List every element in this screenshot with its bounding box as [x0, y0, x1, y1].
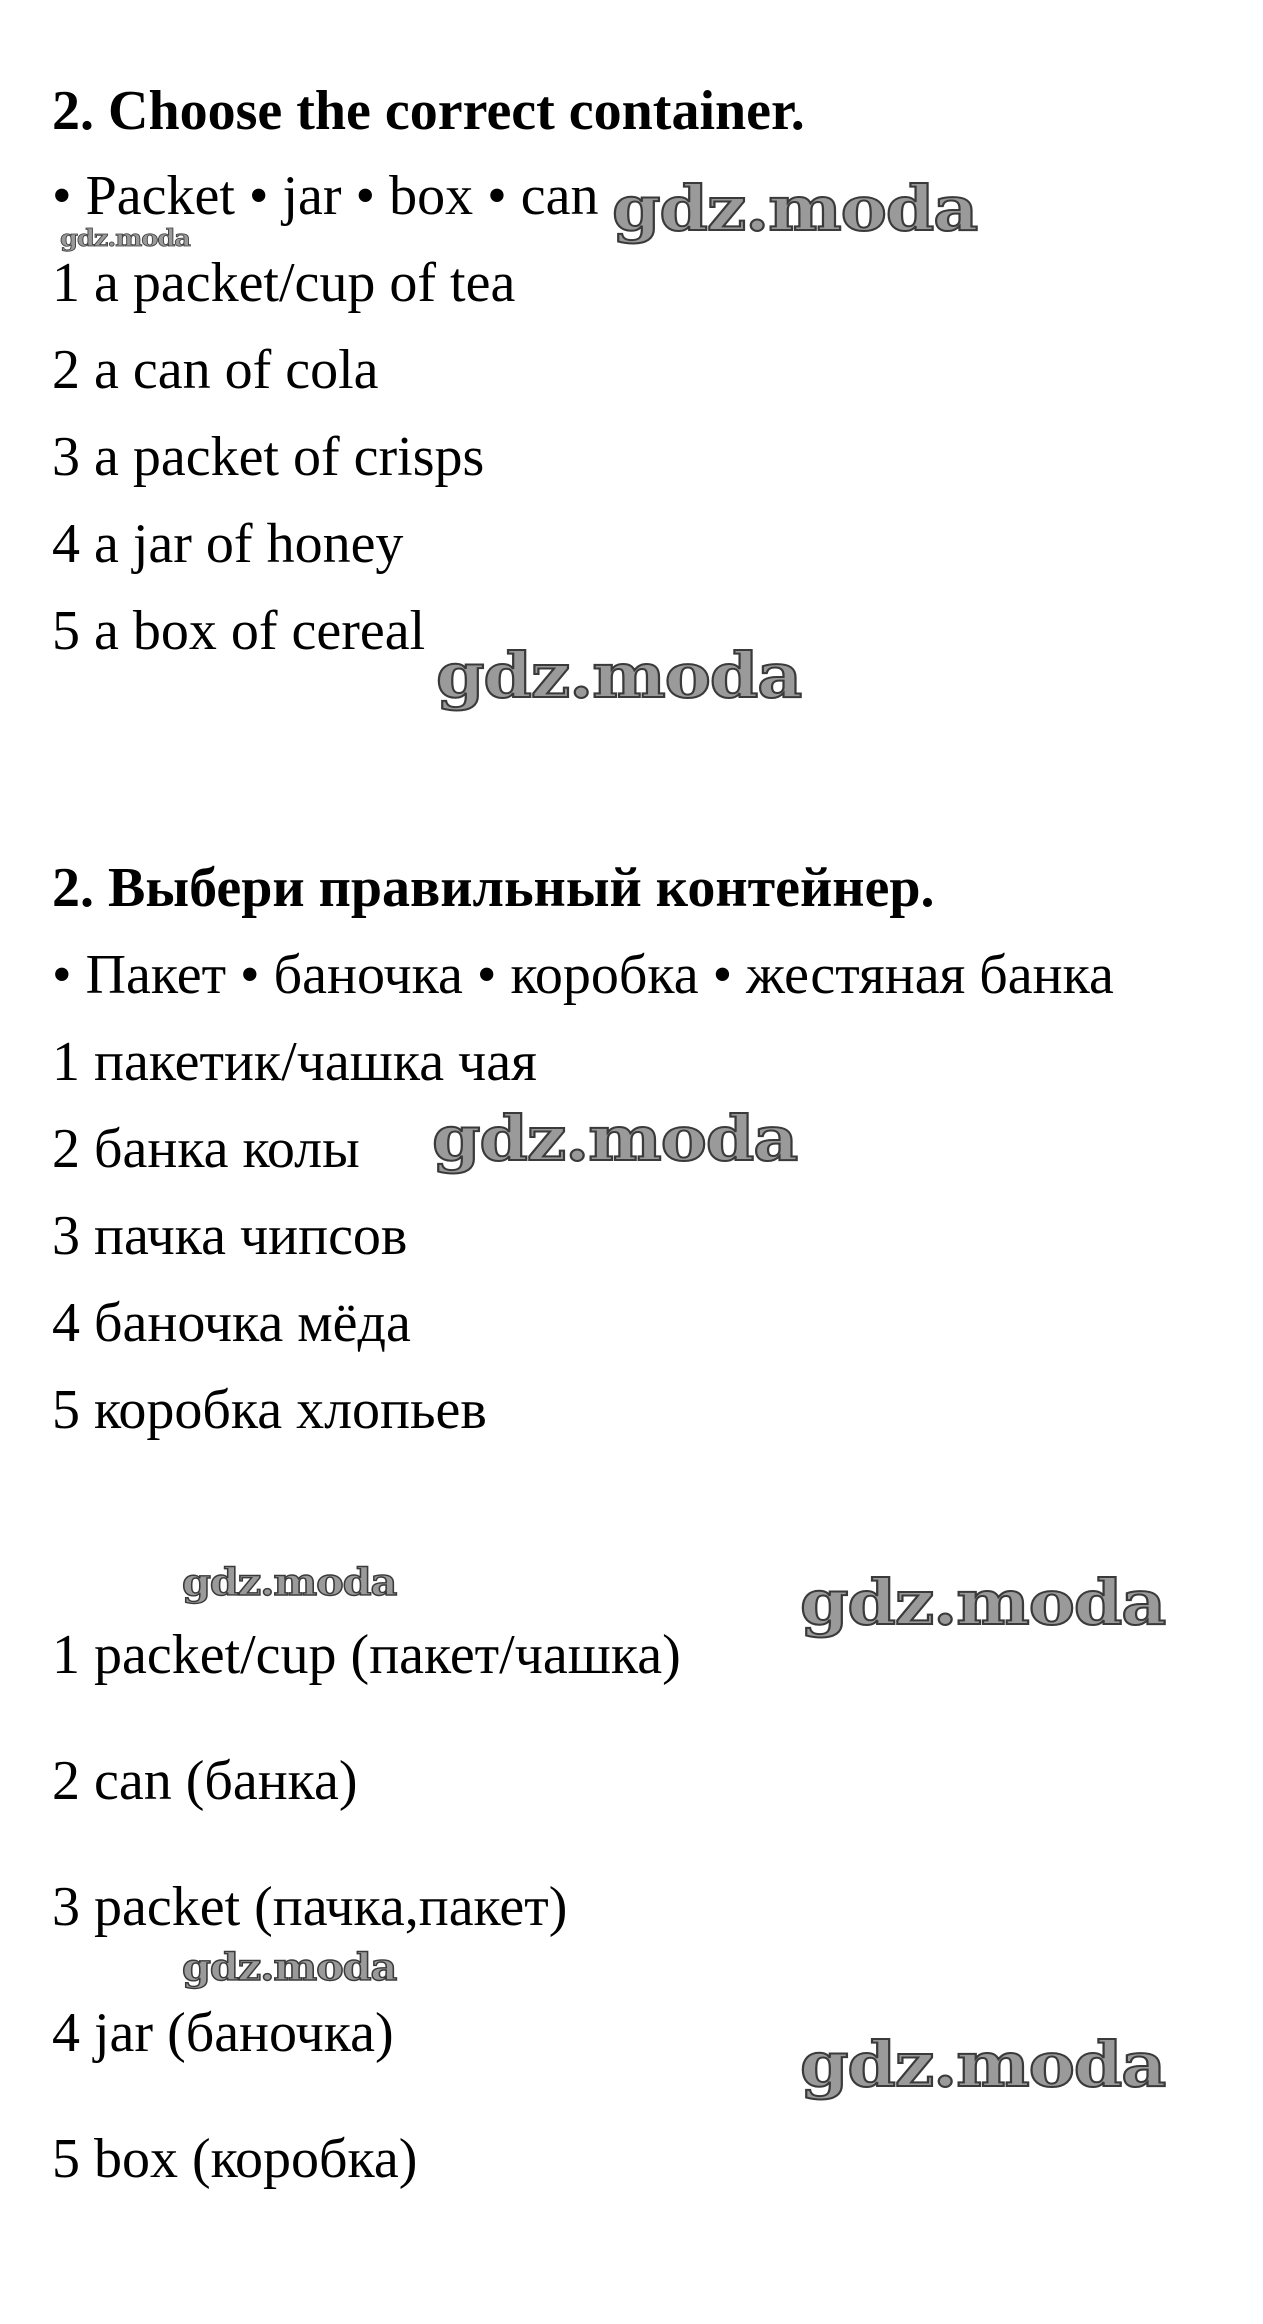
russian-item-5: 5 коробка хлопьев: [52, 1379, 487, 1441]
english-item-3: 3 a packet of crisps: [52, 426, 485, 488]
watermark: gdz.moda: [182, 1560, 397, 1604]
watermark: gdz.moda: [436, 639, 802, 712]
english-word-bank: • Packet • jar • box • can: [52, 165, 599, 227]
english-item-2: 2 a can of cola: [52, 339, 379, 401]
watermark: gdz.moda: [612, 172, 978, 245]
russian-item-3: 3 пачка чипсов: [52, 1205, 408, 1267]
watermark: gdz.moda: [800, 2028, 1166, 2101]
watermark: gdz.moda: [182, 1945, 397, 1989]
russian-item-2: 2 банка колы: [52, 1118, 360, 1180]
answer-4: 4 jar (баночка): [52, 2002, 394, 2064]
russian-word-bank: • Пакет • баночка • коробка • жестяная банка: [52, 944, 1114, 1006]
english-item-4: 4 a jar of honey: [52, 513, 404, 575]
russian-heading: 2. Выбери правильный контейнер.: [52, 857, 935, 919]
russian-item-1: 1 пакетик/чашка чая: [52, 1031, 537, 1093]
english-item-5: 5 a box of cereal: [52, 600, 426, 662]
russian-item-4: 4 баночка мёда: [52, 1292, 411, 1354]
watermark: gdz.moda: [800, 1566, 1166, 1639]
answer-5: 5 box (коробка): [52, 2128, 418, 2190]
english-item-1: 1 a packet/cup of tea: [52, 252, 516, 314]
answer-2: 2 can (банка): [52, 1750, 358, 1812]
answer-3: 3 packet (пачка,пакет): [52, 1876, 568, 1938]
watermark: gdz.moda: [432, 1102, 798, 1175]
watermark: gdz.moda: [60, 225, 190, 252]
answer-1: 1 packet/cup (пакет/чашка): [52, 1624, 681, 1686]
english-heading: 2. Choose the correct container.: [52, 80, 805, 142]
